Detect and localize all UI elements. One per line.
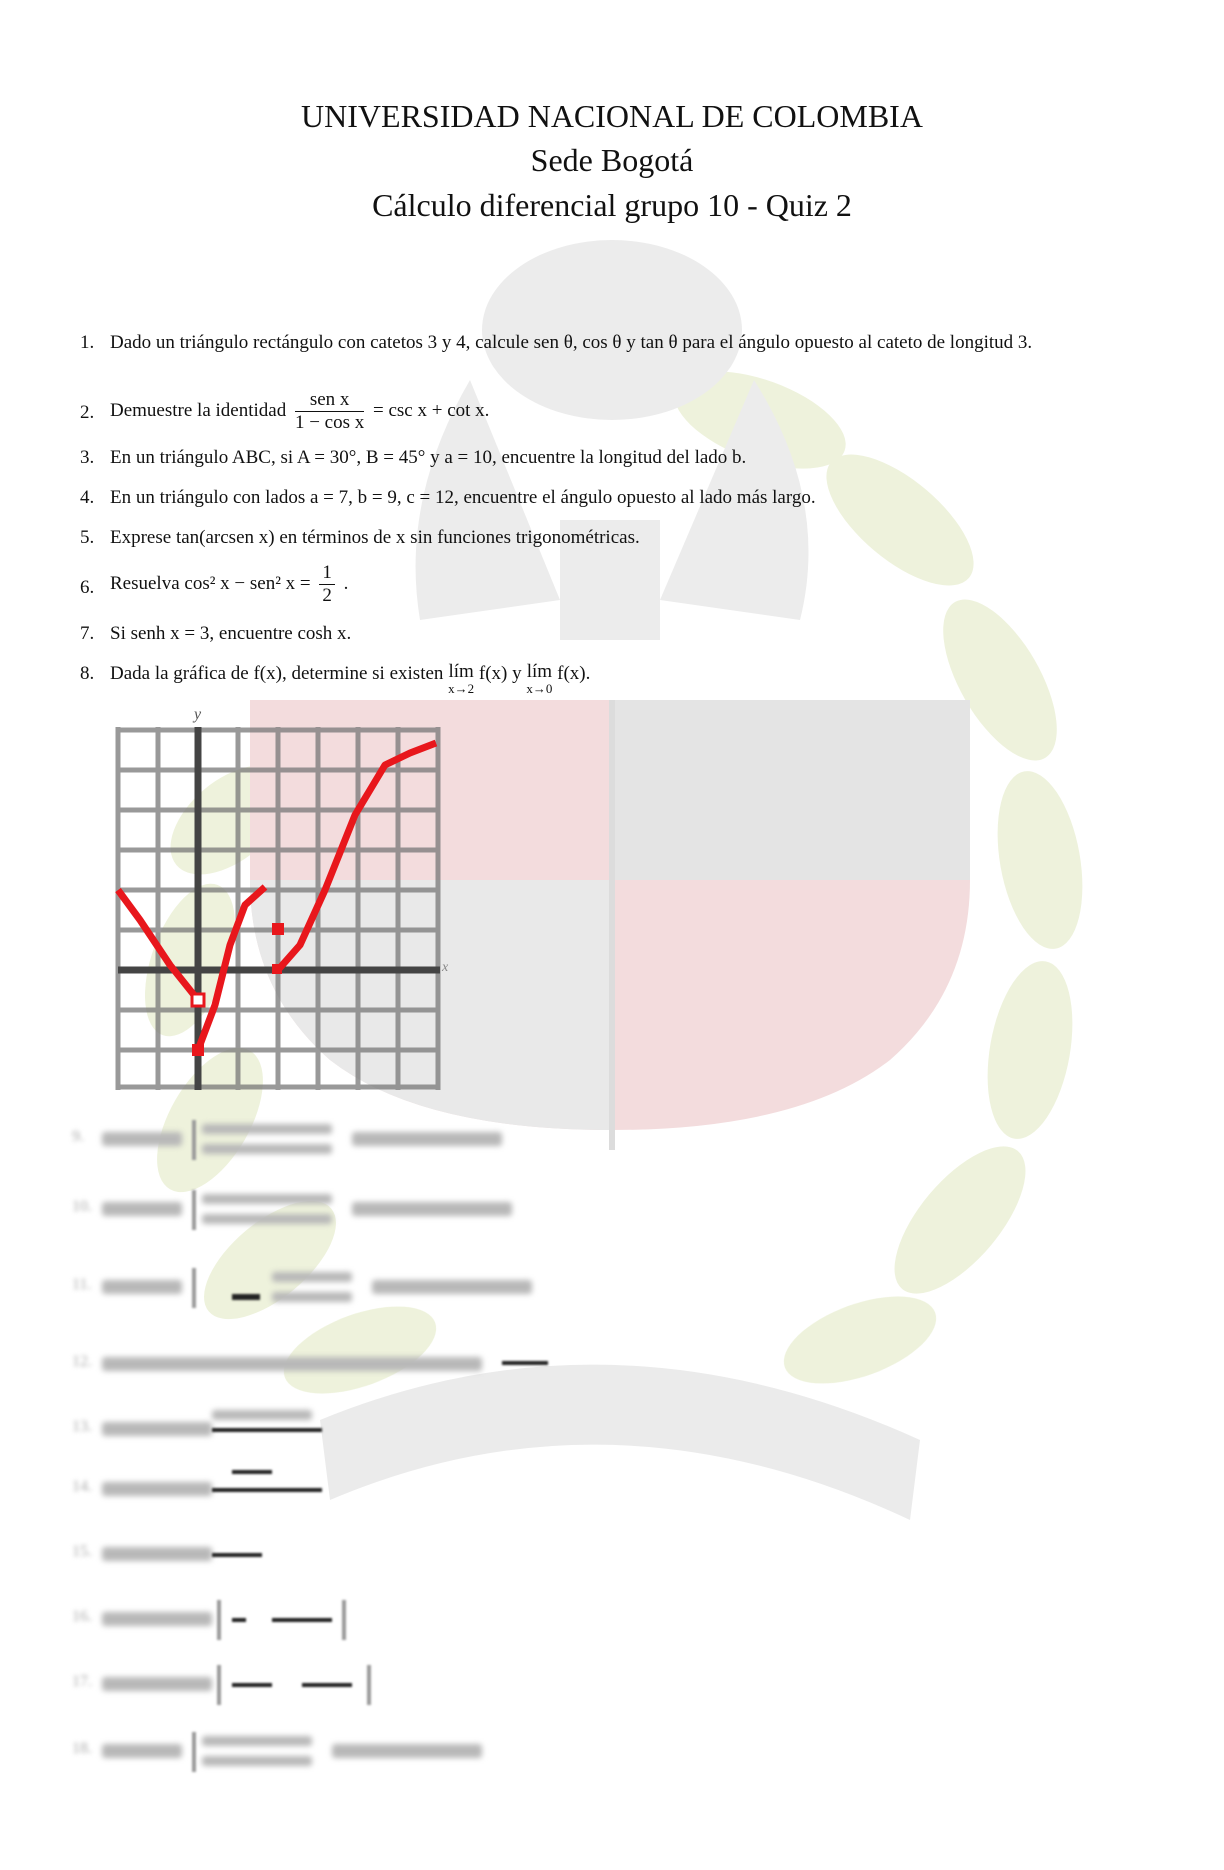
blurred-question-14 (72, 1470, 472, 1510)
question-text-after: = csc x + cot x. (373, 399, 490, 421)
question-text-after: f(x). (557, 663, 591, 684)
blurred-question-number: 14. (72, 1478, 92, 1495)
question-number: 4. (80, 487, 95, 508)
limit-operator (448, 662, 474, 695)
question-text: Si senh x = 3, encuentre cosh x. (110, 623, 352, 644)
blurred-question-number: 12. (72, 1353, 92, 1370)
x-axis-label: x (442, 960, 449, 975)
grid-lines (118, 727, 438, 1090)
fraction-denominator: 2 (322, 585, 332, 606)
limit-label: lím (526, 661, 553, 682)
question-text: Dada la gráfica de f(x), determine si existen (110, 663, 444, 684)
blurred-question-9 (72, 1120, 572, 1160)
open-point (192, 994, 204, 1006)
question-number: 2. (80, 402, 95, 423)
fraction (319, 562, 335, 607)
question-number: 8. (80, 663, 95, 684)
question-text-mid: f(x) y (478, 663, 522, 684)
question-text: En un triángulo con lados a = 7, b = 9, c = 12, encuentre el ángulo opuesto al lado más largo. (110, 487, 816, 508)
blurred-question-number: 11. (72, 1276, 92, 1293)
blurred-question-16 (72, 1600, 472, 1640)
question-6 (80, 562, 1115, 612)
blurred-question-number: 17. (72, 1673, 92, 1690)
fraction-denominator: 1 − cos x (294, 412, 365, 433)
blurred-question-number: 9. (72, 1128, 84, 1145)
quiz-title: Cálculo diferencial grupo 10 - Quiz 2 (372, 187, 852, 223)
blurred-question-15 (72, 1535, 372, 1575)
question-text: Dado un triángulo rectángulo con catetos 3 y 4, calcule sen θ, cos θ y tan θ para el ángulo opuesto al cateto de longitud 3. (110, 332, 1033, 353)
blurred-question-11 (72, 1268, 592, 1308)
function-graph (110, 705, 460, 1095)
fraction-numerator: sen x (295, 389, 364, 412)
question-number: 1. (80, 332, 95, 353)
question-text: Demuestre la identidad (110, 399, 287, 421)
fraction-numerator: 1 (319, 562, 335, 585)
limit-label: lím (448, 661, 474, 682)
campus-subtitle: Sede Bogotá (530, 142, 694, 178)
question-number: 5. (80, 527, 95, 548)
question-number: 7. (80, 623, 95, 644)
fraction (295, 389, 364, 434)
limit-operator (526, 662, 552, 695)
blurred-question-number: 15. (72, 1543, 92, 1560)
filled-point (272, 964, 282, 974)
question-number: 3. (80, 447, 95, 468)
question-text: Exprese tan(arcsen x) en términos de x sin funciones trigonométricas. (110, 527, 640, 548)
blurred-question-12 (72, 1345, 592, 1385)
blurred-question-number: 18. (72, 1740, 92, 1757)
blurred-question-13 (72, 1410, 472, 1450)
question-8 (80, 662, 1115, 702)
blurred-question-number: 13. (72, 1418, 92, 1435)
blurred-question-number: 16. (72, 1608, 92, 1625)
blurred-question-18 (72, 1732, 552, 1772)
question-text-after: . (343, 572, 349, 594)
limit-subscript: x→2 (448, 681, 475, 696)
blurred-question-17 (72, 1665, 492, 1705)
question-text: Resuelva cos² x − sen² x = (110, 572, 311, 594)
university-title: UNIVERSIDAD NACIONAL DE COLOMBIA (301, 98, 923, 134)
limit-subscript: x→0 (526, 681, 553, 696)
question-number: 6. (80, 577, 95, 598)
question-2 (80, 389, 1115, 439)
blurred-question-10 (72, 1190, 572, 1230)
question-text: En un triángulo ABC, si A = 30°, B = 45° y a = 10, encuentre la longitud del lado b. (110, 447, 747, 468)
filled-point (272, 923, 284, 935)
filled-point (192, 1044, 204, 1056)
blurred-question-number: 10. (72, 1198, 92, 1215)
y-axis-label: y (194, 706, 202, 723)
